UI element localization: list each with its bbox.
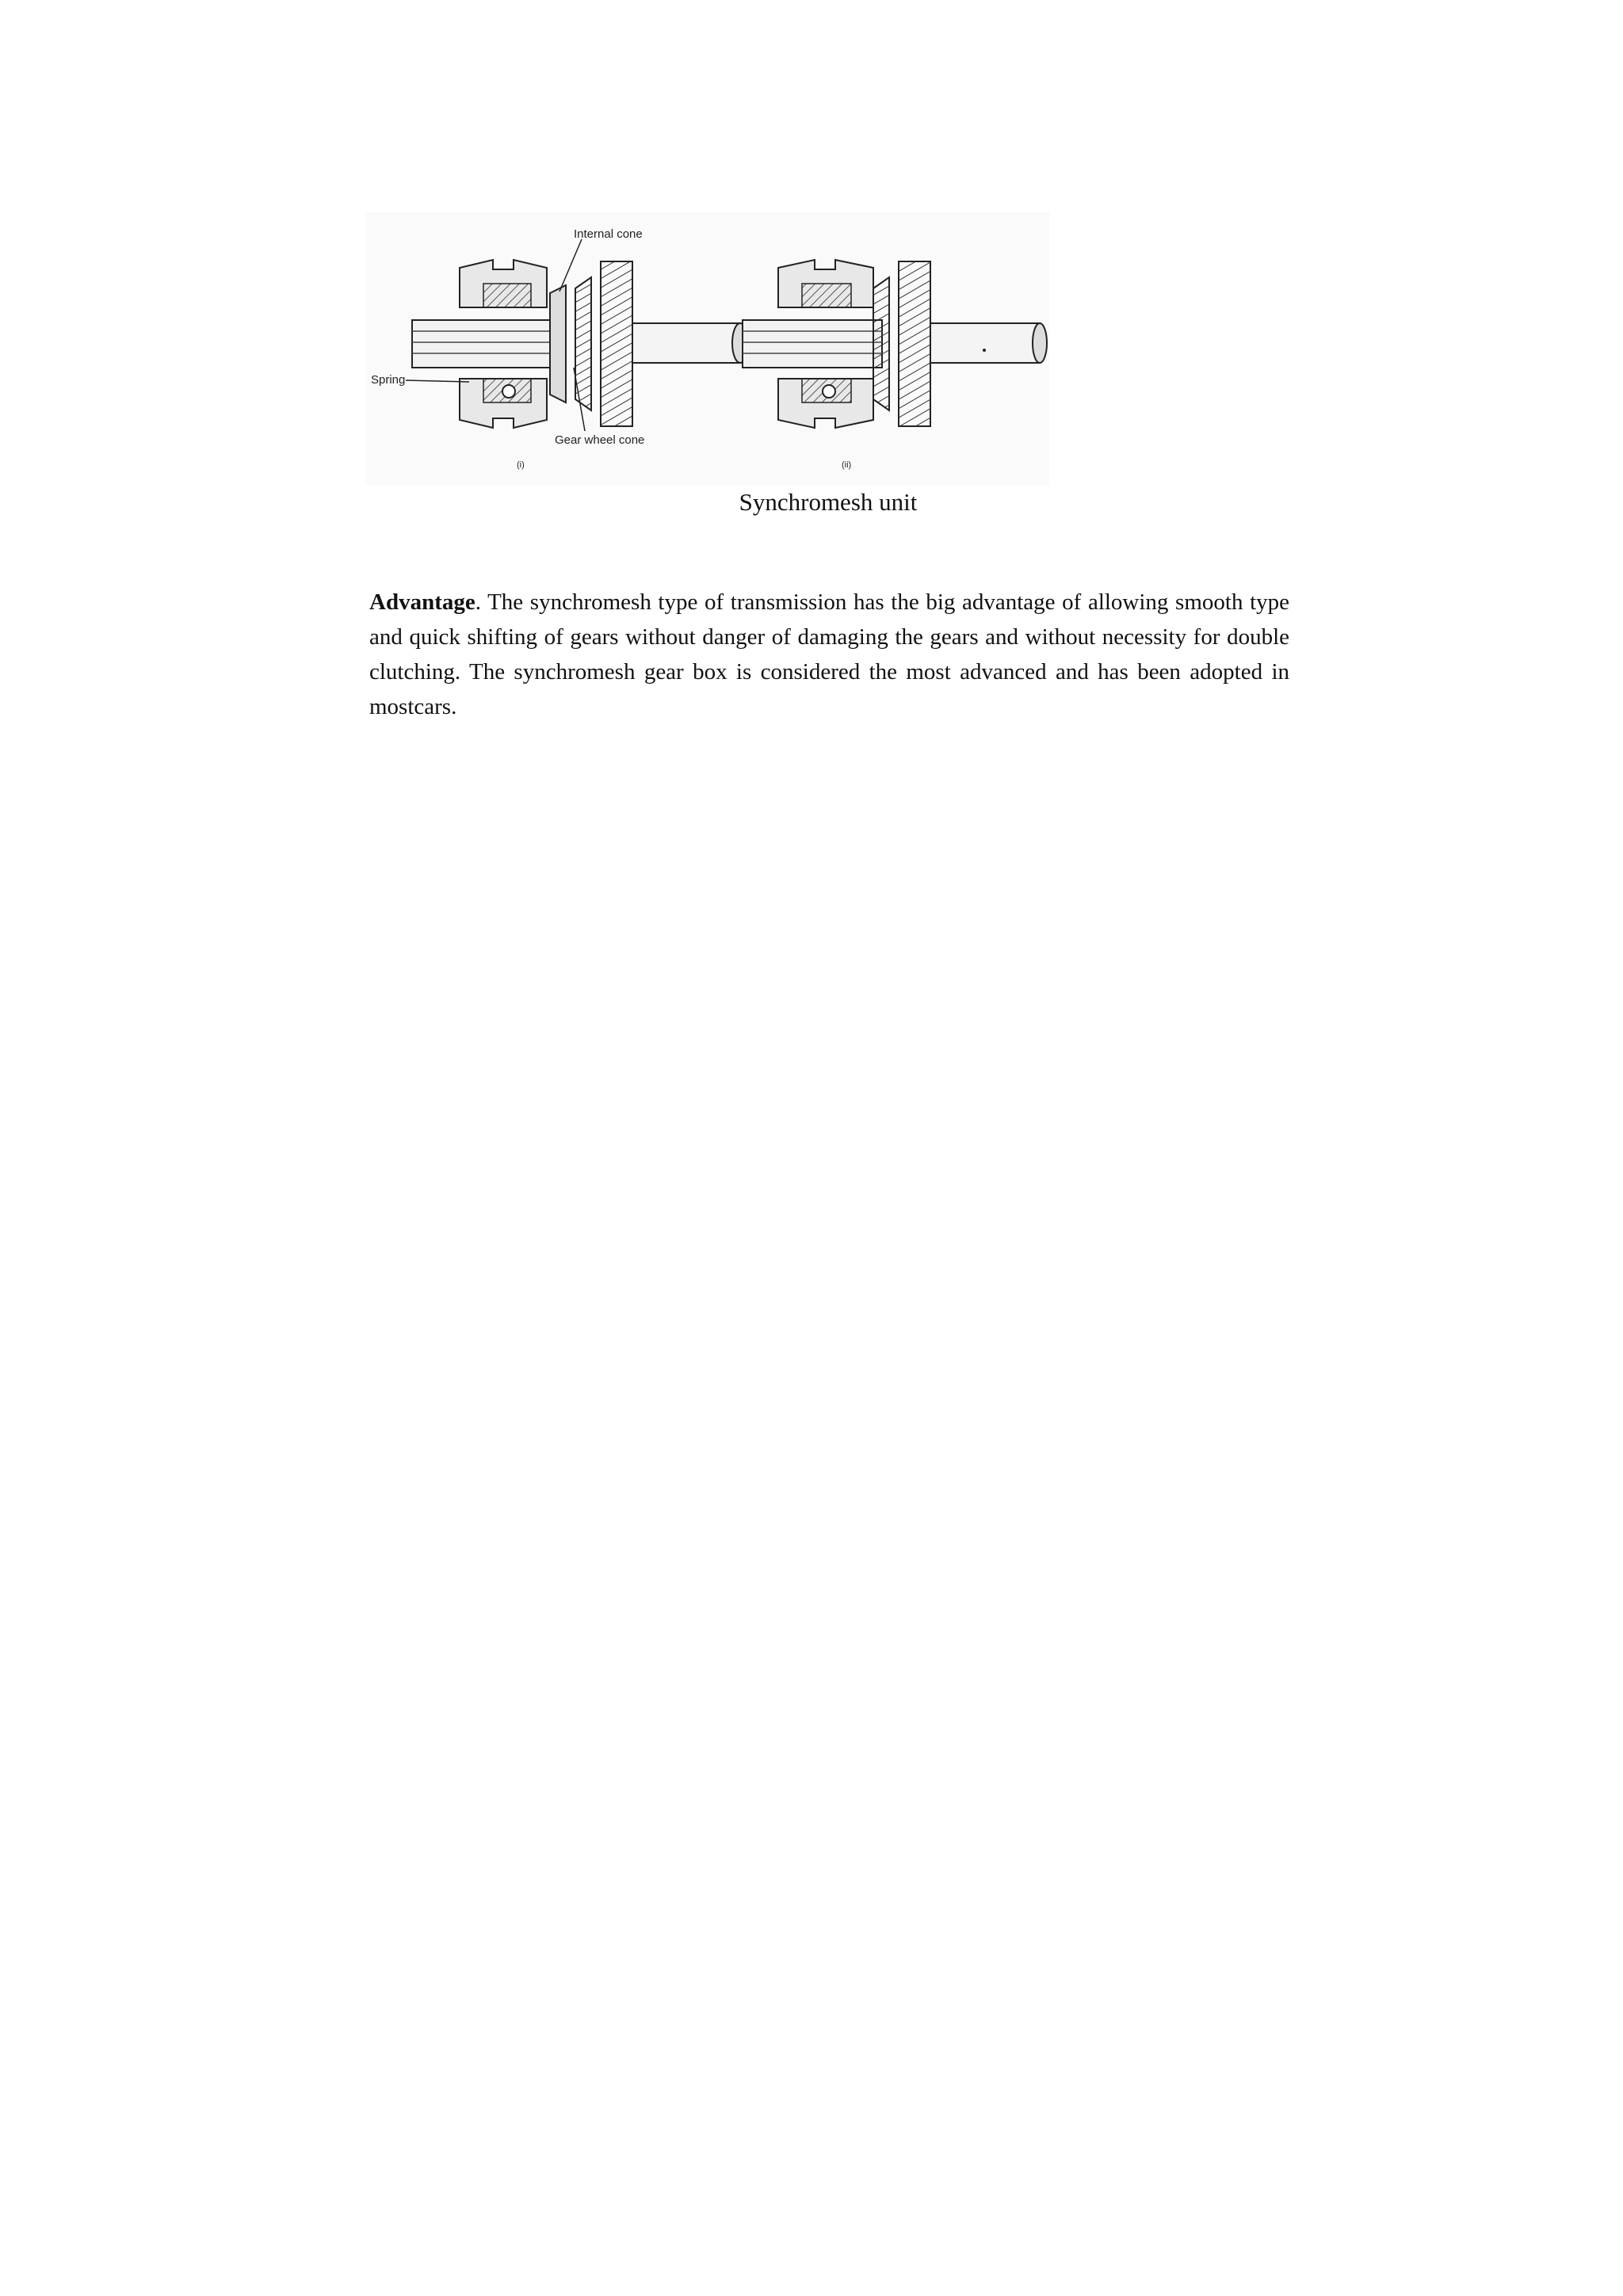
label-spring: Spring — [371, 373, 406, 387]
synchromesh-diagram — [366, 212, 1049, 485]
paragraph-text: . The synchromesh type of transmission has the big advantage of allowing smooth type and quick shifting of gears without danger of damaging the gears and without necessity for double clutching. The synchromesh gear box is considered the most advanced and has been adopted in mostcars. — [369, 589, 1289, 719]
paragraph-heading: Advantage — [369, 589, 475, 615]
label-panel-i: (i) — [517, 460, 525, 470]
figure-caption: Synchromesh unit — [739, 488, 918, 516]
advantage-paragraph — [369, 585, 1289, 724]
label-gear-wheel-cone: Gear wheel cone — [555, 433, 645, 447]
synchromesh-figure — [366, 212, 1049, 485]
label-internal-cone: Internal cone — [574, 227, 643, 241]
label-panel-ii: (ii) — [842, 460, 852, 470]
